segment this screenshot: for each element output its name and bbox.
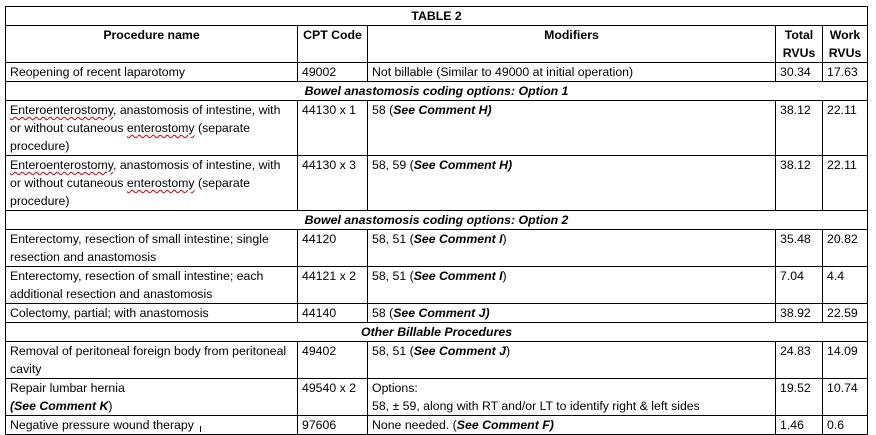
procedure-cell: Enterectomy, resection of small intestine; single resection and anastomosis (6, 230, 298, 267)
total-rvus-cell: 38.12 (776, 101, 823, 156)
cpt-cell: 49402 (298, 342, 368, 379)
comment-ref: See Comment I (413, 232, 503, 246)
procedure-text: (separate procedure) (10, 121, 250, 153)
total-rvus-cell: 24.83 (776, 342, 823, 379)
spelling-flag: enterostomy (126, 176, 195, 190)
modifier-text: 58 ( (372, 306, 394, 320)
procedure-cell: Removal of peritoneal foreign body from peritoneal cavity (6, 342, 298, 379)
modifier-close: ) (505, 344, 511, 358)
modifiers-cell (368, 156, 776, 211)
work-rvus-cell: 22.11 (823, 101, 868, 156)
spelling-flag: enterostomy (126, 121, 195, 135)
modifier-text: 58 ( (372, 103, 394, 117)
section-row (6, 211, 868, 230)
modifier-close: ) (508, 158, 513, 172)
work-rvus-cell: 17.63 (823, 63, 868, 82)
header-row (6, 26, 868, 63)
total-rvus-cell: 7.04 (776, 267, 823, 304)
modifiers-cell: Not billable (Similar to 49000 at initial operation) (368, 63, 776, 82)
table-row (6, 230, 868, 267)
table-row (6, 342, 868, 379)
procedure-cell: Colectomy, partial; with anastomosis (6, 304, 298, 323)
modifier-close: ) (485, 306, 490, 320)
modifier-text: 58, 59 ( (372, 158, 414, 172)
header-modifiers: Modifiers (368, 26, 776, 63)
procedure-cell (6, 379, 298, 416)
cpt-cell: 44130 x 1 (298, 101, 368, 156)
modifiers-cell (368, 379, 776, 416)
header-procedure: Procedure name (6, 26, 298, 63)
procedure-open: ( (10, 399, 15, 413)
cpt-cell: 44130 x 3 (298, 156, 368, 211)
modifier-close: ) (502, 232, 507, 246)
modifier-close: ) (549, 418, 554, 432)
total-rvus-cell: 19.52 (776, 379, 823, 416)
table-title: TABLE 2 (6, 7, 868, 26)
spelling-flag: Enteroenterostomy (10, 158, 113, 172)
procedure-cell (6, 101, 298, 156)
table-title-row (6, 7, 868, 26)
procedure-cell: Negative pressure wound therapy (6, 416, 298, 435)
modifier-text: 58, 51 ( (372, 269, 414, 283)
procedure-cell: Reopening of recent laparotomy (6, 63, 298, 82)
cpt-cell: 49002 (298, 63, 368, 82)
cpt-cell: 97606 (298, 416, 368, 435)
modifier-text: Options: (372, 381, 418, 395)
table-row (6, 156, 868, 211)
comment-ref: See Comment I (413, 269, 503, 283)
cpt-cell: 44121 x 2 (298, 267, 368, 304)
procedure-text: , anastomosis of intestine, with or without cutaneous (10, 158, 281, 190)
modifiers-cell (368, 230, 776, 267)
table-row (6, 63, 868, 82)
comment-ref: See Comment J (413, 344, 506, 358)
procedure-close: ) (108, 399, 113, 413)
section-heading-other: Other Billable Procedures (6, 323, 868, 342)
table-row (6, 304, 868, 323)
section-heading-option2: Bowel anastomosis coding options: Option 2 (6, 211, 868, 230)
section-row (6, 323, 868, 342)
comment-ref: See Comment H (393, 103, 488, 117)
comment-ref: See Comment H (413, 158, 509, 172)
modifiers-cell (368, 342, 776, 379)
table-row (6, 379, 868, 416)
cpt-cell: 44140 (298, 304, 368, 323)
procedure-cell (6, 156, 298, 211)
total-rvus-cell: 38.92 (776, 304, 823, 323)
total-rvus-cell: 35.48 (776, 230, 823, 267)
cpt-cell: 49540 x 2 (298, 379, 368, 416)
total-rvus-cell: 1.46 (776, 416, 823, 435)
procedure-text: , anastomosis of intestine, with or without cutaneous (10, 103, 281, 135)
spelling-flag: Enteroenterostomy (10, 103, 113, 117)
cpt-cell: 44120 (298, 230, 368, 267)
header-cpt: CPT Code (298, 26, 368, 63)
procedure-cell: Enterectomy, resection of small intestine; each additional resection and anastomosis (6, 267, 298, 304)
comment-ref: See Comment F (456, 418, 550, 432)
modifier-close: ) (502, 269, 507, 283)
procedure-text: Repair lumbar hernia (10, 381, 125, 395)
modifier-text: 58, 51 ( (372, 344, 414, 358)
total-rvus-cell: 38.12 (776, 156, 823, 211)
text-cursor (200, 426, 201, 432)
work-rvus-cell: 20.82 (823, 230, 868, 267)
section-heading-option1: Bowel anastomosis coding options: Option 1 (6, 82, 868, 101)
work-rvus-cell: 22.11 (823, 156, 868, 211)
modifier-text: None needed. ( (372, 418, 457, 432)
modifier-close: ) (487, 103, 492, 117)
modifier-text: 58, 51 ( (372, 232, 414, 246)
header-work-rvus: Work RVUs (823, 26, 868, 63)
modifiers-cell (368, 304, 776, 323)
work-rvus-cell: 10.74 (823, 379, 868, 416)
total-rvus-cell: 30.34 (776, 63, 823, 82)
section-row (6, 82, 868, 101)
modifiers-cell (368, 267, 776, 304)
work-rvus-cell: 4.4 (823, 267, 868, 304)
table-row (6, 267, 868, 304)
table-container (5, 6, 868, 435)
table-row (6, 101, 868, 156)
modifiers-cell (368, 101, 776, 156)
comment-ref: See Comment K (14, 399, 109, 413)
procedure-text: (separate procedure) (10, 176, 250, 208)
modifier-text: 58, ± 59, along with RT and/or LT to identify right & left sides (372, 399, 700, 413)
work-rvus-cell: 0.6 (823, 416, 868, 435)
work-rvus-cell: 14.09 (823, 342, 868, 379)
cpt-table (5, 6, 868, 435)
comment-ref: See Comment J (393, 306, 486, 320)
work-rvus-cell: 22.59 (823, 304, 868, 323)
header-total-rvus: Total RVUs (776, 26, 823, 63)
